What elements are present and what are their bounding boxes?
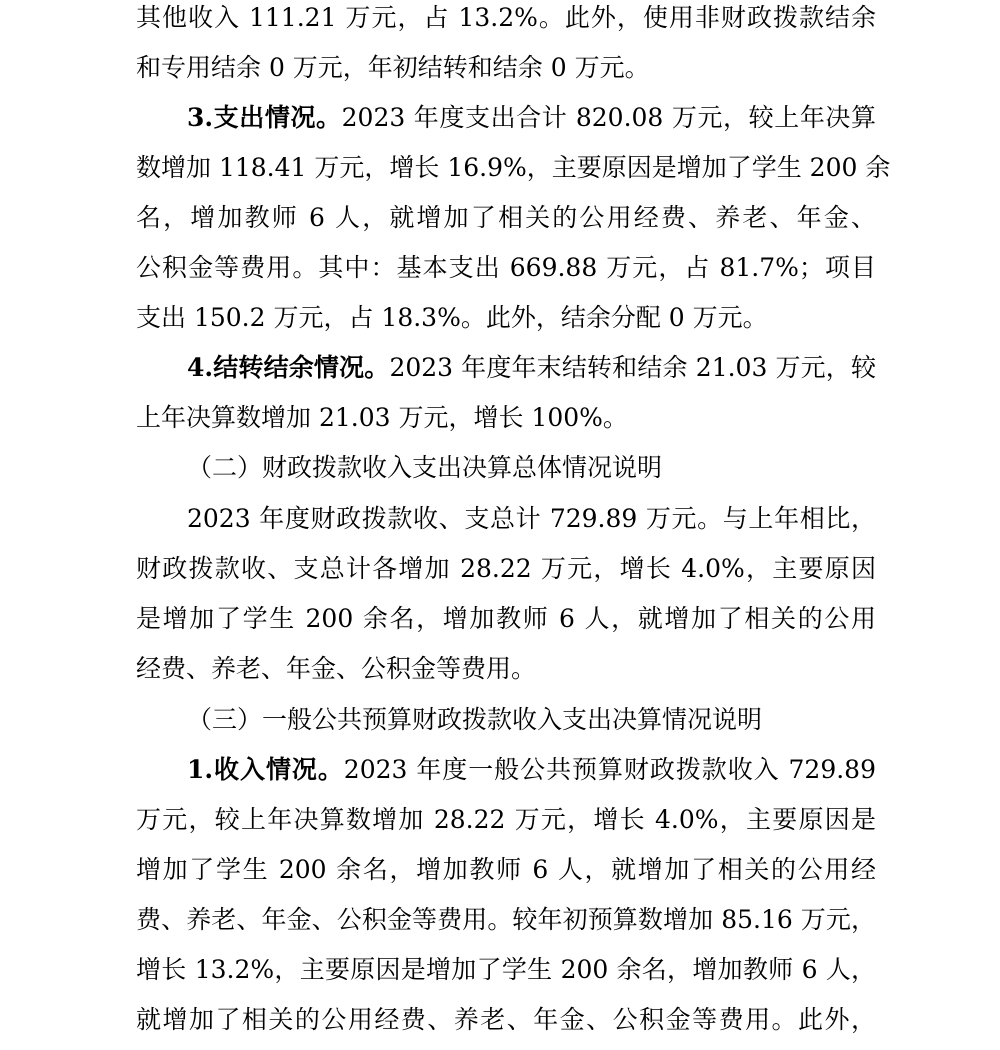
paragraph-line: 财政拨款收、支总计各增加 28.22 万元，增长 4.0%，主要原因 [136, 554, 876, 583]
paragraph-line: 万元，较上年决算数增加 28.22 万元，增长 4.0%，主要原因是 [136, 805, 876, 834]
paragraph-line: 和专用结余 0 万元，年初结转和结余 0 万元。 [136, 53, 650, 82]
subsection-heading: （二）财政拨款收入支出决算总体情况说明 [187, 453, 663, 482]
paragraph-line: 其他收入 111.21 万元，占 13.2%。此外，使用非财政拨款结余 [136, 3, 876, 32]
section-heading: 1.收入情况。 [187, 755, 344, 784]
paragraph-line: 上年决算数增加 21.03 万元，增长 100%。 [136, 403, 628, 432]
paragraph-text: 2023 年度一般公共预算财政拨款收入 729.89 [343, 755, 876, 784]
paragraph-line [187, 98, 876, 148]
paragraph-line [187, 750, 876, 800]
paragraph-line: 增长 13.2%，主要原因是增加了学生 200 余名，增加教师 6 人， [136, 955, 876, 984]
paragraph-text: 2023 年度支出合计 820.08 万元，较上年决算 [341, 103, 876, 132]
paragraph-line: 增加了学生 200 余名，增加教师 6 人，就增加了相关的公用经 [136, 855, 876, 884]
paragraph-line: 就增加了相关的公用经费、养老、年金、公积金等费用。此外， [136, 1005, 876, 1034]
paragraph-line: 数增加 118.41 万元，增长 16.9%，主要原因是增加了学生 200 余 [136, 153, 891, 182]
paragraph-line: 支出 150.2 万元，占 18.3%。此外，结余分配 0 万元。 [136, 303, 768, 332]
paragraph-line: 经费、养老、年金、公积金等费用。 [136, 654, 537, 683]
section-heading: 3.支出情况。 [187, 103, 342, 132]
paragraph-line: 费、养老、年金、公积金等费用。较年初预算数增加 85.16 万元， [136, 905, 876, 934]
paragraph-line: 公积金等费用。其中：基本支出 669.88 万元，占 81.7%；项目 [136, 253, 876, 282]
paragraph-line: 是增加了学生 200 余名，增加教师 6 人，就增加了相关的公用 [136, 604, 876, 633]
paragraph-line: 名，增加教师 6 人，就增加了相关的公用经费、养老、年金、 [136, 203, 876, 232]
paragraph-line: 2023 年度财政拨款收、支总计 729.89 万元。与上年相比， [187, 504, 876, 533]
paragraph-line [187, 348, 876, 398]
paragraph-text: 2023 年度年末结转和结余 21.03 万元，较 [389, 353, 876, 382]
subsection-heading: （三）一般公共预算财政拨款收入支出决算情况说明 [187, 705, 763, 734]
section-heading: 4.结转结余情况。 [187, 353, 390, 382]
